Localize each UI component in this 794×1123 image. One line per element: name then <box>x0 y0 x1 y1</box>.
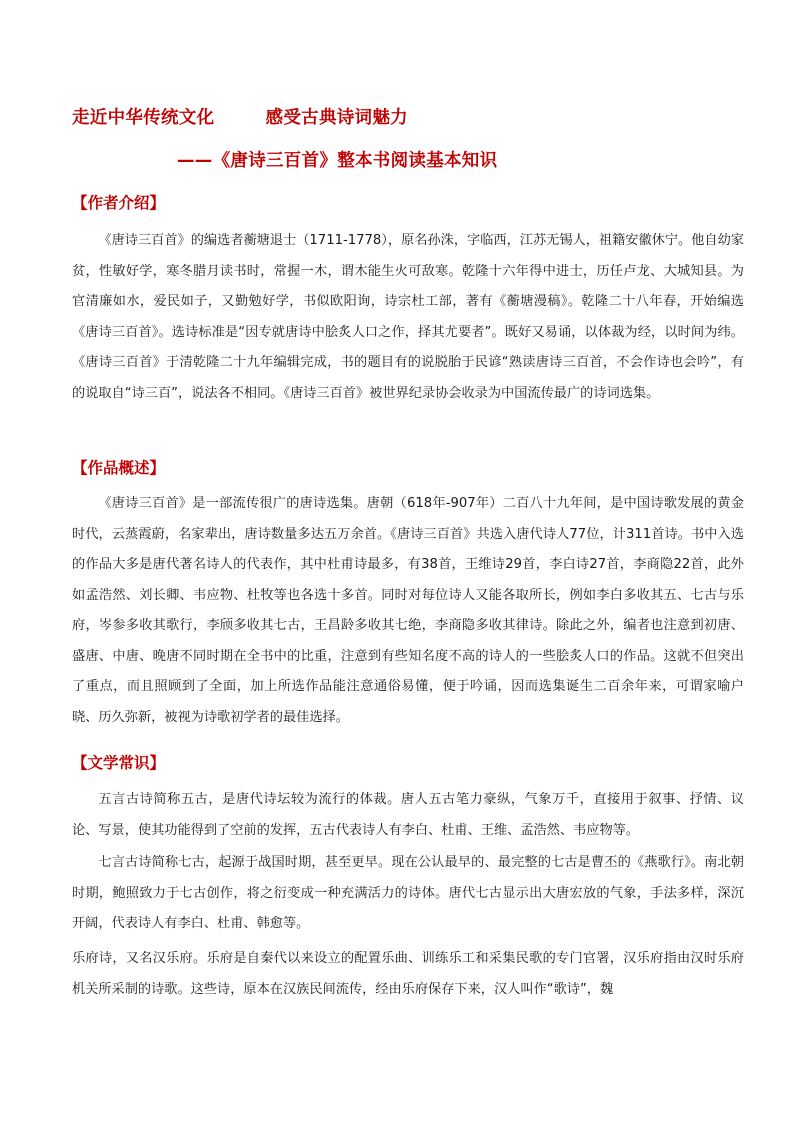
literature-paragraph-2: 七言古诗简称七古，起源于战国时期，甚至更早。现在公认最早的、最完整的七古是曹丕的《燕歌行》。南北朝时期，鲍照致力于七古创作，将之衍变成一种充满活力的诗体。唐代七古显示出大唐宏放的气象，手法多样，深沉开阔，代表诗人有李白、杜甫、韩愈等。 <box>72 855 744 931</box>
main-title: 走近中华传统文化 感受古典诗词魅力 <box>72 108 408 128</box>
author-paragraph: 《唐诗三百首》的编选者蘅塘退士（1711-1778），原名孙洙，字临西，江苏无锡人，祖籍安徽休宁。他自幼家贫，性敏好学，寒冬腊月读书时，常握一木，谓木能生火可敌寒。乾隆十六年得中进士，历任卢龙、大城知县。为官清廉如水，爱民如子，又勤勉好学，书似欧阳询，诗宗杜工部，著有《蘅塘漫稿》。乾隆二十八年春，开始编选《唐诗三百首》。选诗标准是“因专就唐诗中脍炙人口之作，择其尤要者”。既好又易诵，以体裁为经，以时间为纬。《唐诗三百首》于清乾隆二十九年编辑完成，书的题目有的说脱胎于民谚“熟读唐诗三百首，不会作诗也会吟”，有的说取自“诗三百”，说法各不相同。《唐诗三百首》被世界纪录协会收录为中国流传最广的诗词选集。 <box>72 233 744 401</box>
section-heading-literature: 【文学常识】 <box>72 754 166 772</box>
section-heading-overview: 【作品概述】 <box>72 459 166 477</box>
subtitle: ——《唐诗三百首》整本书阅读基本知识 <box>177 151 498 171</box>
literature-paragraph-3: 乐府诗，又名汉乐府。乐府是自秦代以来设立的配置乐曲、训练乐工和采集民歌的专门官署，汉乐府指由汉时乐府机关所采制的诗歌。这些诗，原本在汉族民间流传，经由乐府保存下来，汉人叫作“歌诗”，魏 <box>72 951 744 997</box>
overview-paragraph: 《唐诗三百首》是一部流传很广的唐诗选集。唐朝（618年-907年）二百八十九年间，是中国诗歌发展的黄金时代，云蒸霞蔚，名家辈出，唐诗数量多达五万余首。《唐诗三百首》共选入唐代诗人77位，计311首诗。书中入选的作品大多是唐代著名诗人的代表作，其中杜甫诗最多，有38首，王维诗29首，李白诗27首，李商隐22首，此外如孟浩然、刘长卿、韦应物、杜牧等也各选十多首。同时对每位诗人又能各取所长，例如李白多收其五、七古与乐府，岑参多收其歌行，李颀多收其七古，王昌龄多收其七绝，李商隐多收其律诗。除此之外，编者也注意到初唐、盛唐、中唐、晚唐不同时期在全书中的比重，注意到有些知名度不高的诗人的一些脍炙人口的作品。这就不但突出了重点，而且照顾到了全面，加上所选作品能注意通俗易懂，便于吟诵，因而选集诞生二百余年来，可谓家喻户晓、历久弥新，被视为诗歌初学者的最佳选择。 <box>72 496 744 725</box>
section-heading-author: 【作者介绍】 <box>72 194 166 212</box>
literature-paragraph-1: 五言古诗简称五古，是唐代诗坛较为流行的体裁。唐人五古笔力豪纵，气象万千，直接用于叙事、抒情、议论、写景，使其功能得到了空前的发挥，五古代表诗人有李白、杜甫、王维、孟浩然、韦应物等。 <box>72 792 744 838</box>
